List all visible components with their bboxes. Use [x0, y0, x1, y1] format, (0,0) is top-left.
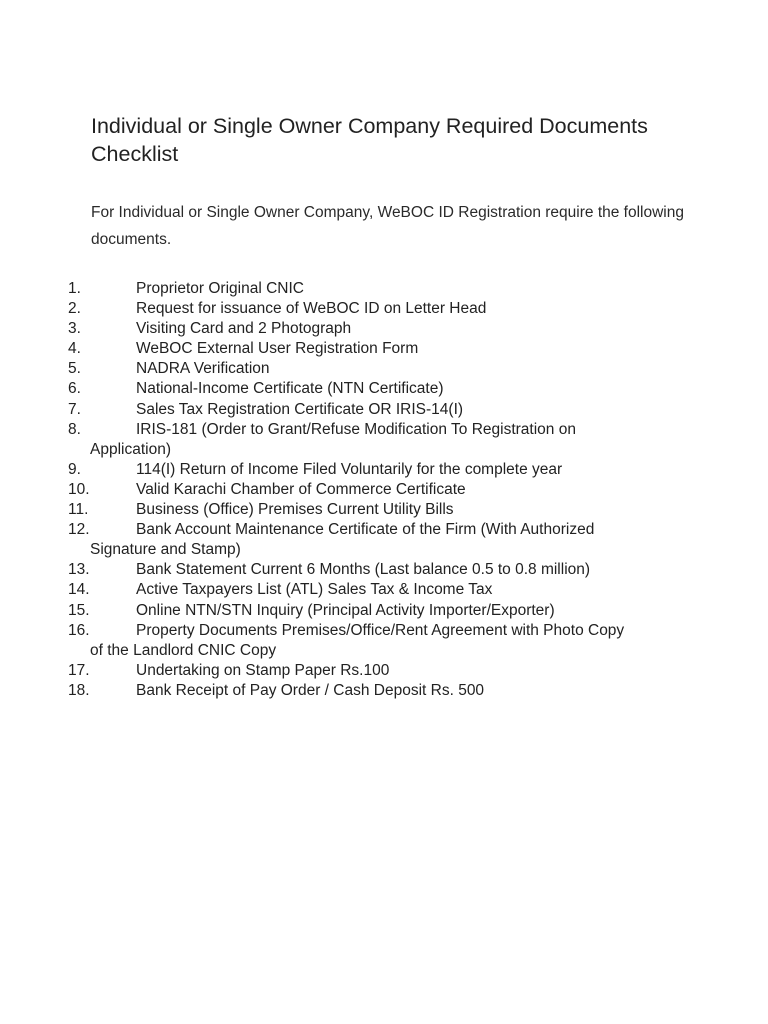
list-item-text: Valid Karachi Chamber of Commerce Certificate [136, 480, 466, 498]
list-item [0, 661, 768, 681]
list-item [0, 460, 768, 480]
list-item-number: 1. [68, 280, 81, 297]
list-item-number: 17. [68, 661, 90, 679]
list-item-number: 10. [68, 480, 90, 498]
list-item [0, 560, 768, 580]
list-item-number: 5. [68, 360, 81, 378]
list-item-text: Bank Account Maintenance Certificate of the Firm (With Authorized [136, 521, 595, 539]
list-item [0, 520, 768, 560]
list-item-text: NADRA Verification [136, 360, 270, 378]
list-item [0, 299, 768, 319]
document-title: Individual or Single Owner Company Required Documents Checklist [91, 114, 648, 166]
list-item-text: Request for issuance of WeBOC ID on Letter Head [136, 300, 487, 318]
list-item [0, 681, 768, 701]
list-item-number: 4. [68, 340, 81, 358]
list-item-number: 6. [68, 380, 81, 398]
list-item-text: Property Documents Premises/Office/Rent Agreement with Photo Copy [136, 621, 625, 639]
list-item-text: Undertaking on Stamp Paper Rs.100 [136, 661, 390, 679]
list-item-number: 11. [68, 501, 89, 519]
list-item [0, 359, 768, 379]
list-item-number: 3. [68, 320, 81, 338]
list-item-number: 15. [68, 601, 90, 619]
list-item [0, 601, 768, 621]
required-documents-list [0, 279, 768, 701]
list-item-number: 13. [68, 561, 90, 579]
list-item [0, 580, 768, 600]
list-item [0, 621, 768, 661]
list-item-number: 14. [68, 581, 90, 599]
list-item-text: Active Taxpayers List (ATL) Sales Tax & Income Tax [136, 581, 493, 599]
list-item [0, 319, 768, 339]
list-item-number: 9. [68, 460, 81, 478]
intro-paragraph: For Individual or Single Owner Company, WeBOC ID Registration require the following documents. [91, 204, 684, 248]
list-item-text: Sales Tax Registration Certificate OR IRIS-14(I) [136, 400, 464, 418]
list-item [0, 379, 768, 399]
list-item [0, 480, 768, 500]
list-item-text-continuation: Signature and Stamp) [90, 541, 241, 559]
list-item-number: 12. [68, 521, 90, 539]
list-item [0, 420, 768, 460]
list-item-number: 18. [68, 681, 90, 699]
list-item-text: Business (Office) Premises Current Utility Bills [136, 501, 454, 519]
list-item-number: 8. [68, 420, 81, 438]
list-item-text: National-Income Certificate (NTN Certificate) [136, 380, 444, 398]
list-item-text: Bank Receipt of Pay Order / Cash Deposit Rs. 500 [136, 681, 485, 699]
list-item-number: 2. [68, 300, 81, 318]
list-item-text: 114(I) Return of Income Filed Voluntarily for the complete year [136, 460, 563, 478]
list-item-text: Bank Statement Current 6 Months (Last balance 0.5 to 0.8 million) [136, 561, 591, 579]
list-item [0, 339, 768, 359]
list-item-number: 16. [68, 621, 90, 639]
list-item-text: Proprietor Original CNIC [136, 280, 304, 297]
list-item-text: Visiting Card and 2 Photograph [136, 320, 352, 338]
list-item-text-continuation: Application) [90, 440, 171, 458]
list-item-text: IRIS-181 (Order to Grant/Refuse Modification To Registration on [136, 420, 576, 438]
list-item-number: 7. [68, 400, 81, 418]
list-item [0, 400, 768, 420]
list-item [0, 500, 768, 520]
list-item [0, 279, 768, 299]
list-item-text: WeBOC External User Registration Form [136, 340, 419, 358]
list-item-text-continuation: of the Landlord CNIC Copy [90, 641, 277, 659]
list-item-text: Online NTN/STN Inquiry (Principal Activity Importer/Exporter) [136, 601, 555, 619]
